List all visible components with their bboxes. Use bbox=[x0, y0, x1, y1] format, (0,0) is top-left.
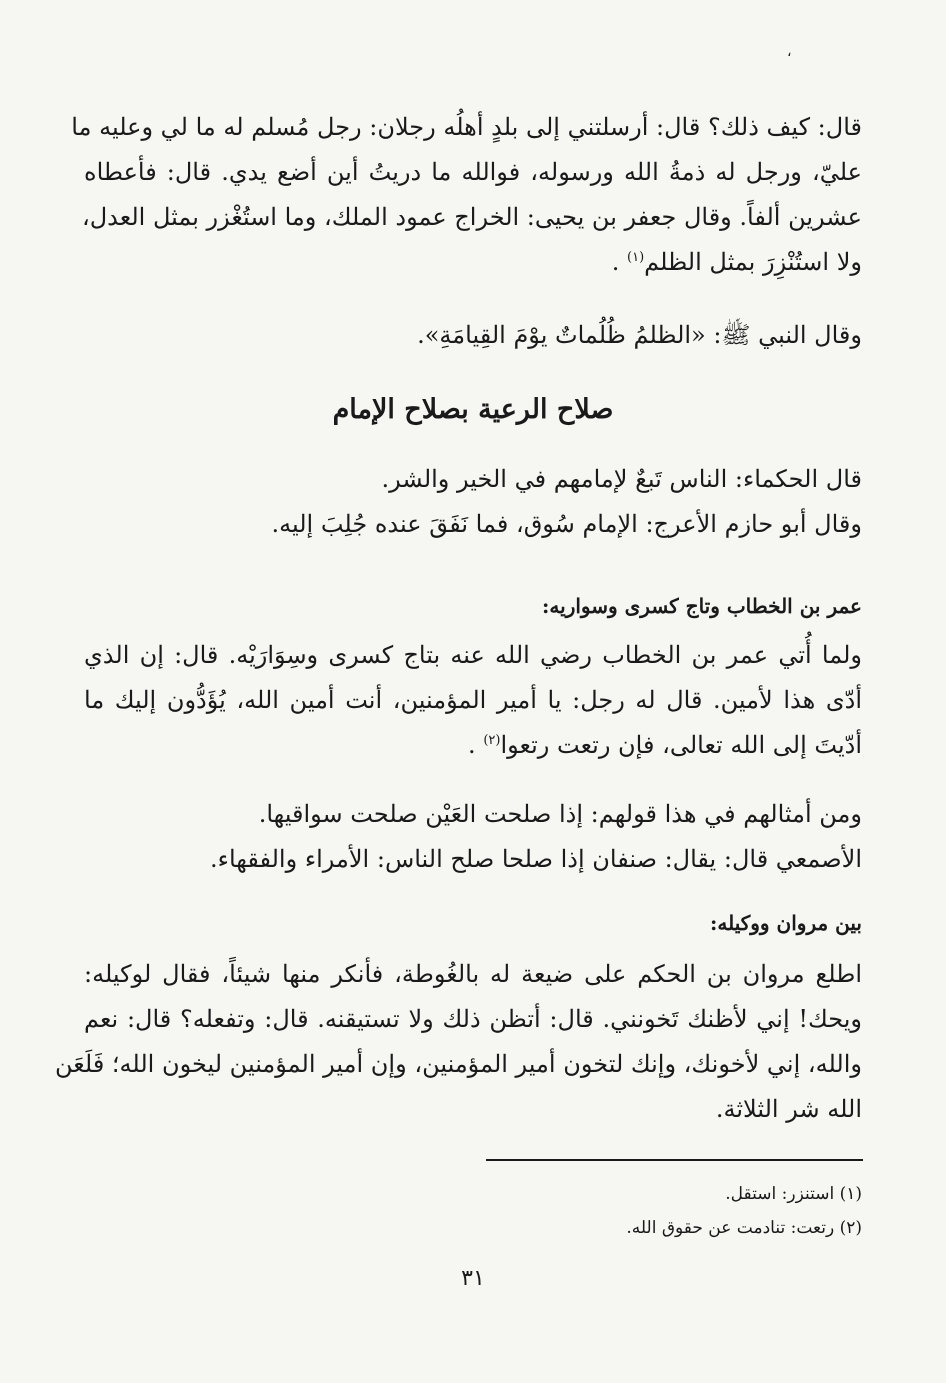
saying-proverb: ومن أمثالهم في هذا قولهم: إذا صلحت العَيْن صلحت سواقيها. bbox=[258, 800, 862, 828]
subheading-marwan: بين مروان ووكيله: bbox=[709, 911, 862, 935]
para2-line-3 bbox=[468, 731, 862, 759]
para3-line-2: ويحك! إني لأظنك تَخونني. قال: أتظن ذلك ولا تستيقنه. قال: وتفعله؟ قال: نعم bbox=[84, 1005, 862, 1033]
para3-line-1: اطلع مروان بن الحكم على ضيعة له بالغُوطة، فأنكر منها شيئاً، فقال لوكيله: bbox=[84, 960, 862, 988]
page-number: ٣١ bbox=[461, 1266, 485, 1291]
top-mark: ، bbox=[787, 44, 792, 60]
para1-line-2: عليّ، ورجل له ذمةُ الله ورسوله، فوالله ما دريتُ أين أضع يدي. قال: فأعطاه bbox=[84, 158, 862, 186]
footnote-1: (١) استنزر: استقل. bbox=[725, 1184, 862, 1204]
para1-line-4 bbox=[612, 248, 862, 276]
para3-line-3: والله، إني لأخونك، وإنك لتخون أمير المؤمنين، وإن أمير المؤمنين ليخون الله؛ فَلَعَن bbox=[55, 1050, 862, 1078]
para1-line-1: قال: كيف ذلك؟ قال: أرسلتني إلى بلدٍ أهلُه رجلان: رجل مُسلم له ما لي وعليه ما bbox=[71, 113, 862, 141]
para2-line-2: أدّى هذا لأمين. قال له رجل: يا أمير المؤمنين، أنت أمين الله، يُؤَدُّون إليك ما bbox=[84, 686, 862, 714]
saying-asmai: الأصمعي قال: يقال: صنفان إذا صلحا صلح الناس: الأمراء والفقهاء. bbox=[210, 845, 862, 873]
saying-hukama: قال الحكماء: الناس تَبعٌ لإمامهم في الخير والشر. bbox=[381, 465, 862, 493]
hadith-line: وقال النبي ﷺ: «الظلمُ ظُلُماتٌ يوْمَ القِيامَةِ». bbox=[417, 321, 862, 349]
para2-line-3-text: أدّيتَ إلى الله تعالى، فإن رتعت رتعوا bbox=[500, 731, 862, 759]
para2-end: . bbox=[468, 731, 476, 759]
section-title: صلاح الرعية بصلاح الإمام bbox=[332, 394, 614, 425]
saying-abu-hazim: وقال أبو حازم الأعرج: الإمام سُوق، فما نَفَقَ عنده جُلِبَ إليه. bbox=[271, 510, 862, 538]
para1-line-3: عشرين ألفاً. وقال جعفر بن يحيى: الخراج عمود الملك، وما استُغْزر بمثل العدل، bbox=[81, 203, 862, 231]
footnote-divider bbox=[486, 1159, 863, 1161]
footnote-ref-2: (٢) bbox=[483, 733, 501, 748]
para2-line-1: ولما أُتي عمر بن الخطاب رضي الله عنه بتاج كسرى وسِوَارَيْه. قال: إن الذي bbox=[84, 641, 862, 669]
footnote-ref-1: (١) bbox=[627, 250, 645, 265]
para1-end: . bbox=[611, 248, 620, 276]
para3-line-4: الله شر الثلاثة. bbox=[715, 1095, 862, 1123]
subheading-omar: عمر بن الخطاب وتاج كسرى وسواريه: bbox=[542, 594, 862, 618]
footnote-2: (٢) رتعت: تنادمت عن حقوق الله. bbox=[626, 1218, 862, 1238]
para1-line-4-text: ولا استُنْزِرَ بمثل الظلم bbox=[644, 248, 862, 276]
